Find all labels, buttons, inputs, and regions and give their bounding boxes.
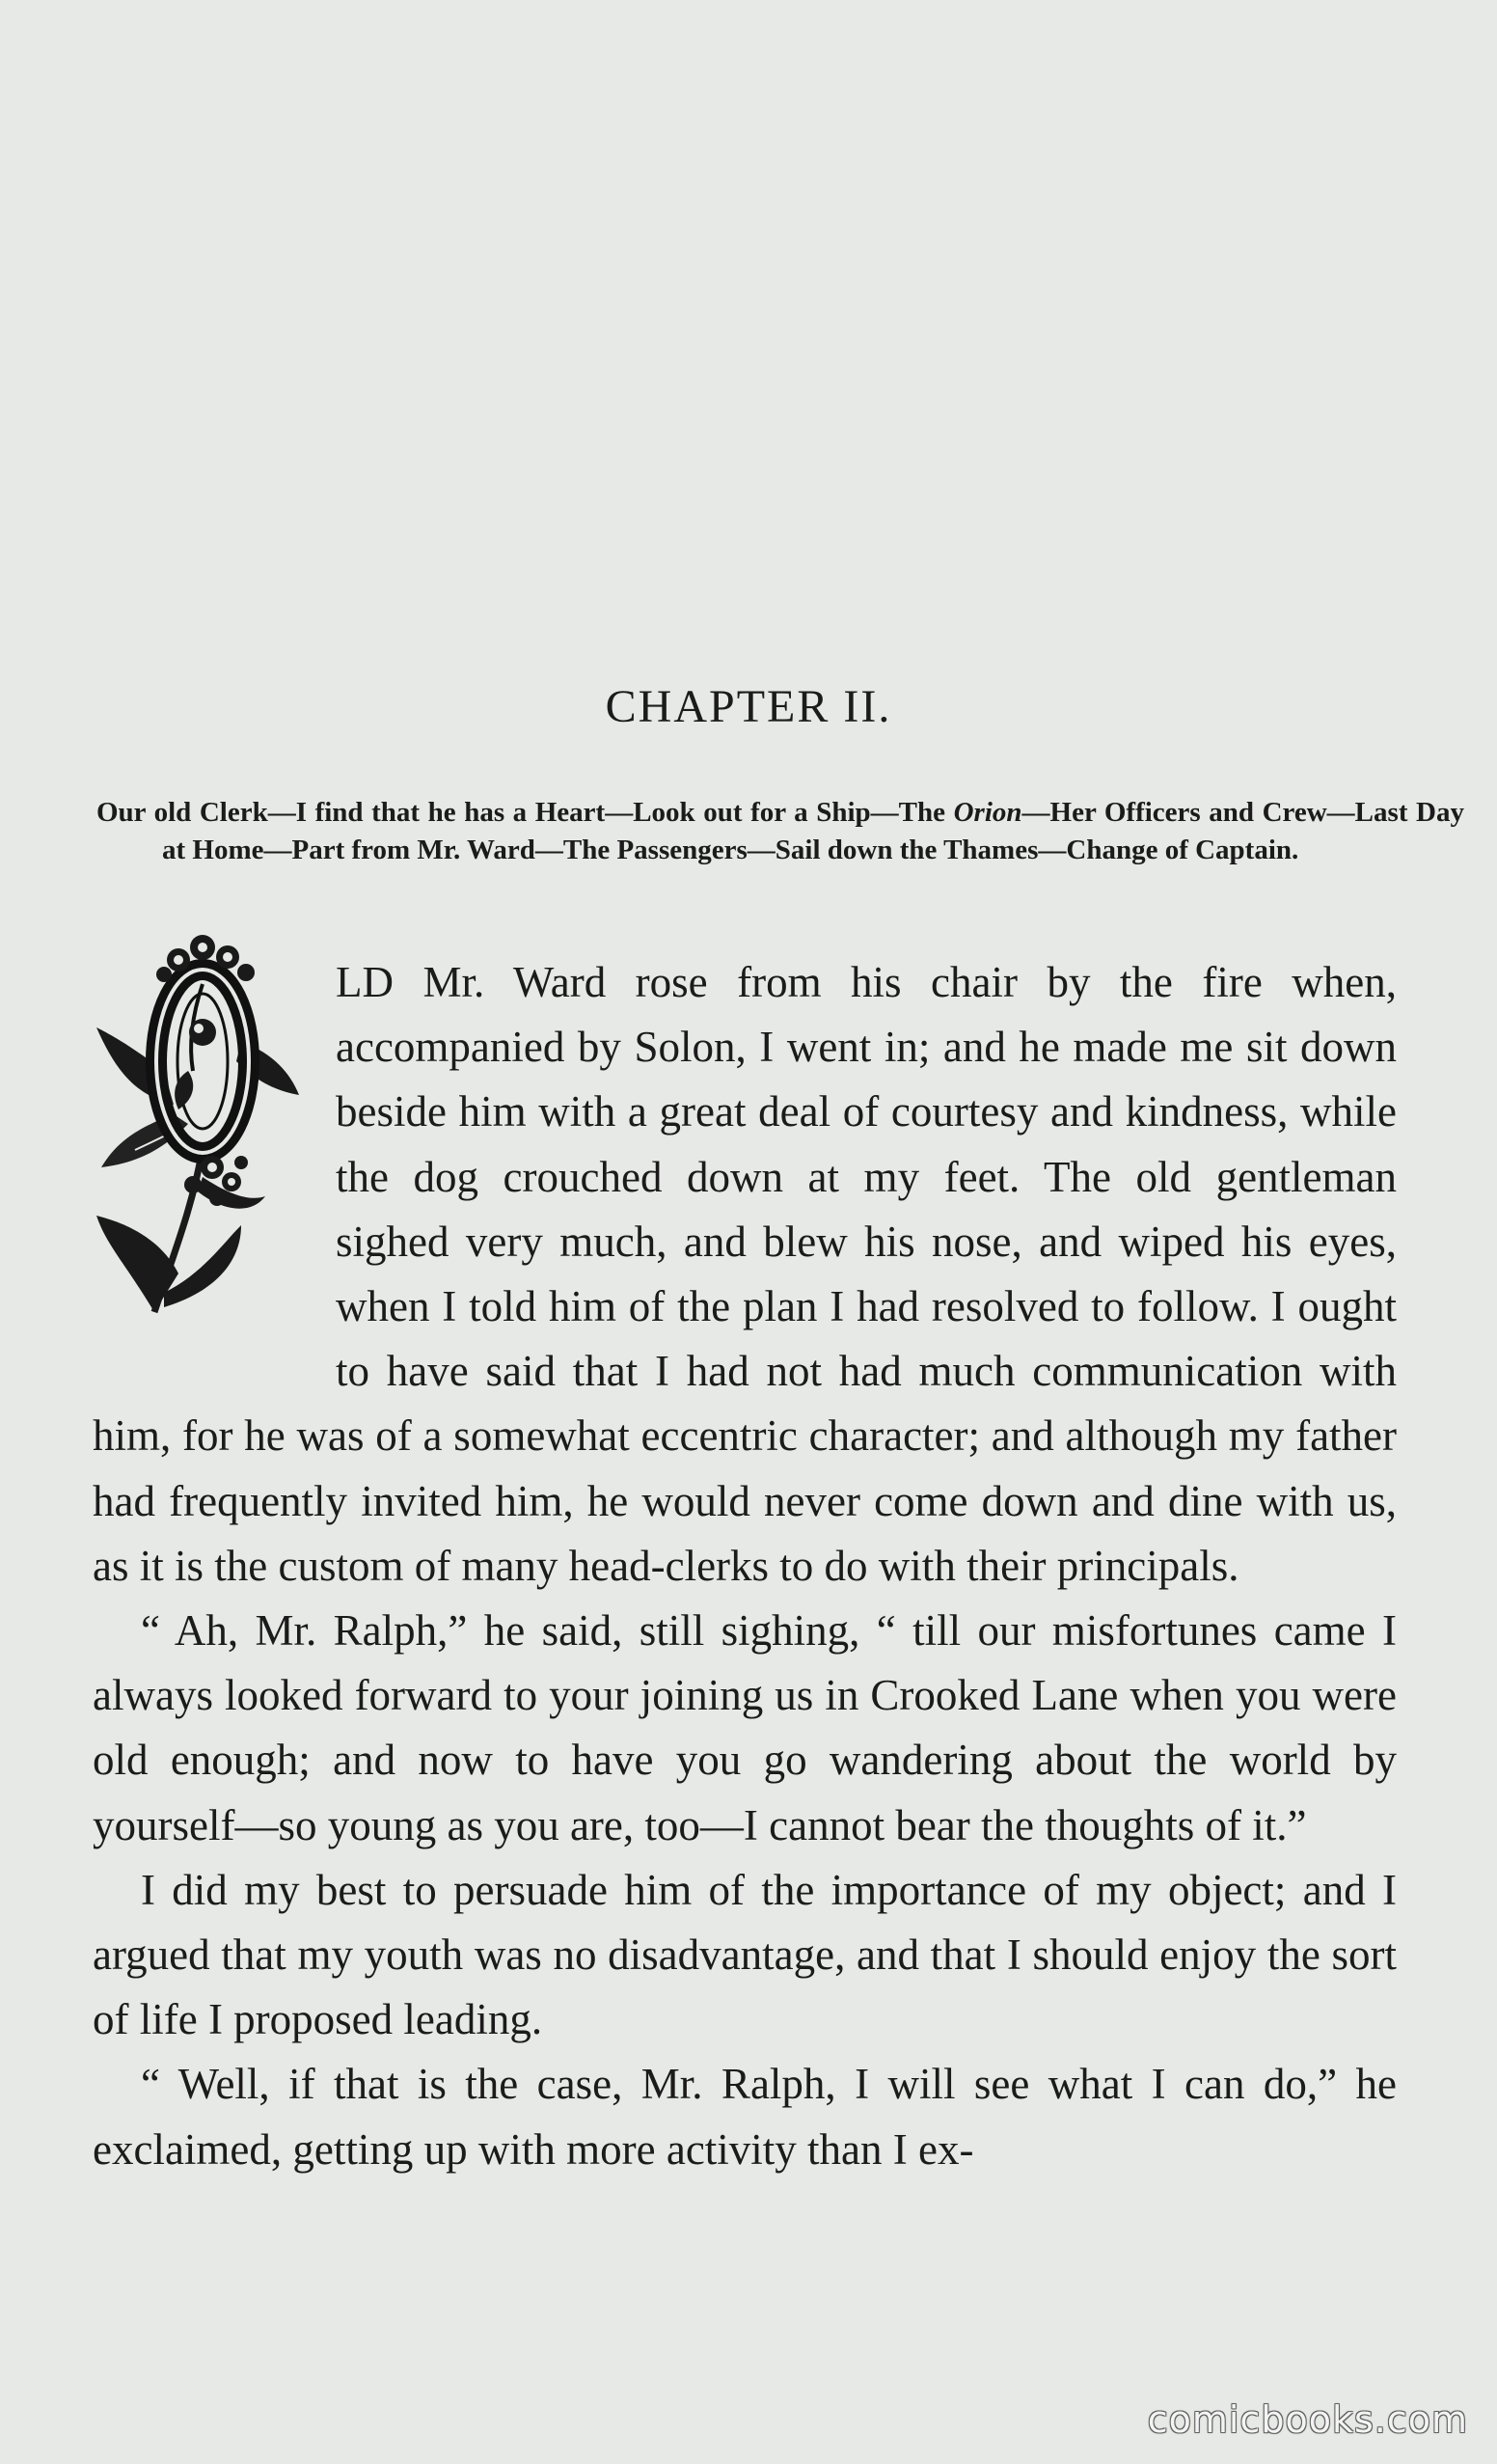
paragraph-3: I did my best to persuade him of the importance of my object; and I argued that my youth was no disadvantage, and that I should enjoy the sort of life I proposed leading. bbox=[93, 1865, 1397, 2044]
drop-cap-space bbox=[93, 950, 336, 1341]
paragraph-1: LD Mr. Ward rose from his chair by the fire when, accompanied by Solon, I went in; and he made me sit down beside him with a great deal of courtesy and kindness, while the dog crouched down at my feet. The old gentleman sighed very much, and blew his nose, and wiped his eyes, when I told him of the plan I had resolved to follow. I ought to have said that I had not had much communication with him, for he was of a somewhat eccentric character; and although my father had frequently invited him, he would never come down and dine with us, as it is the custom of many head-clerks to do with their principals. bbox=[93, 958, 1397, 1590]
synopsis-text-1: Our old Clerk—I find that he has a Heart—Look out for a Ship—The bbox=[96, 797, 954, 828]
chapter-synopsis bbox=[96, 794, 1464, 869]
chapter-title: CHAPTER II. bbox=[605, 681, 892, 732]
ship-name: Orion bbox=[953, 797, 1022, 828]
paragraph-4: “ Well, if that is the case, Mr. Ralph, I will see what I can do,” he exclaimed, getting up with more activity than I ex- bbox=[93, 2060, 1397, 2174]
paragraph-2: “ Ah, Mr. Ralph,” he said, still sighing, “ till our misfortunes came I always looked forward to your joining us in Crooked Lane when you were old enough; and now to have you go wandering about the world by yourself—so young as you are, too—I cannot bear the thoughts of it.” bbox=[93, 1606, 1397, 1849]
synopsis-text-2: —Her Officers and Crew—Last Day at Home—Part from Mr. Ward—The Passengers—Sail down the Thames—Change of Captain. bbox=[162, 797, 1464, 865]
body-text bbox=[93, 950, 1397, 2182]
watermark: comicbooks.com bbox=[1147, 2398, 1468, 2441]
